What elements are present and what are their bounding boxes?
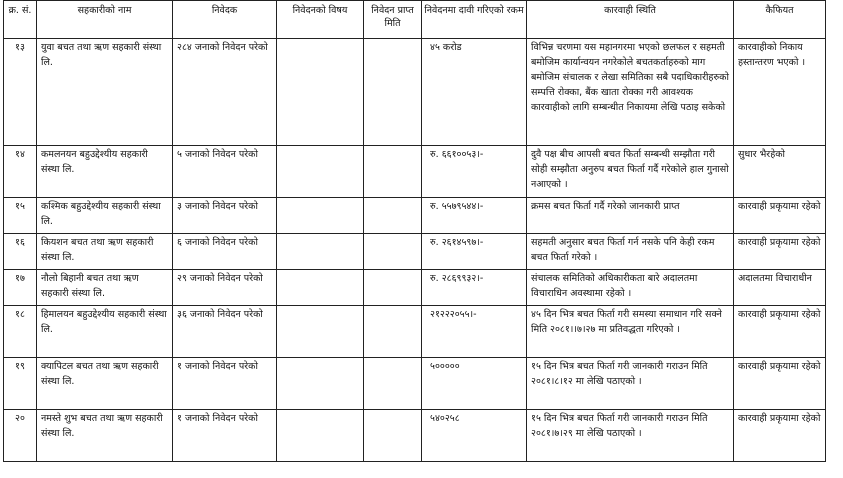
cell-subject [277, 358, 364, 410]
cell-action-status: संचालक समितिको अधिकारीकता बारे अदालतमा विचाराधिन अवस्थामा रहेको । [527, 270, 734, 306]
cell-sn: २० [4, 410, 37, 462]
cell-claim-amount: रु. ५५७९५४४।- [422, 198, 527, 234]
cell-sn: १५ [4, 198, 37, 234]
cell-cooperative-name: नौलो बिहानी बचत तथा ऋण सहकारी संस्था लि. [37, 270, 173, 306]
cell-applicant: २९ जनाको निवेदन परेको [173, 270, 277, 306]
cell-claim-amount: ४५ करोड [422, 39, 527, 146]
cell-applicant: ५ जनाको निवेदन परेको [173, 146, 277, 198]
header-action-status: कारवाही स्थिति [527, 1, 734, 39]
cell-received-date [364, 198, 422, 234]
cell-subject [277, 39, 364, 146]
cell-subject [277, 270, 364, 306]
table-row [4, 39, 826, 146]
cell-applicant: ६ जनाको निवेदन परेको [173, 234, 277, 270]
cell-action-status: सहमती अनुसार बचत फिर्ता गर्न नसके पनि केही रकम बचत फिर्ता गरेको । [527, 234, 734, 270]
cell-subject [277, 146, 364, 198]
cell-received-date [364, 270, 422, 306]
table-row [4, 198, 826, 234]
cell-action-status: १५ दिन भित्र बचत फिर्ता गरी जानकारी गराउन मिति २०८१।७।२९ मा लेखि पठाएको । [527, 410, 734, 462]
table-row [4, 306, 826, 358]
cell-cooperative-name: युवा बचत तथा ऋण सहकारी संस्था लि. [37, 39, 173, 146]
cell-received-date [364, 358, 422, 410]
header-received-date: निवेदन प्राप्त मिति [364, 1, 422, 39]
cell-remarks: सुधार भैरहेको [734, 146, 826, 198]
table-row [4, 146, 826, 198]
table-row [4, 358, 826, 410]
cell-claim-amount: रु. २६१४५९७।- [422, 234, 527, 270]
cell-received-date [364, 146, 422, 198]
cell-cooperative-name: नमस्ते शुभ बचत तथा ऋण सहकारी संस्था लि. [37, 410, 173, 462]
cell-remarks: अदालतमा विचाराधीन [734, 270, 826, 306]
header-claim-amount: निवेदनमा दावी गरिएको रकम [422, 1, 527, 39]
cell-cooperative-name: कमलनयन बहुउद्देश्यीय सहकारी संस्था लि. [37, 146, 173, 198]
cell-action-status: क्रमस बचत फिर्ता गर्दै गरेको जानकारी प्राप्त [527, 198, 734, 234]
header-subject: निवेदनको विषय [277, 1, 364, 39]
header-remarks: कैफियत [734, 1, 826, 39]
cell-applicant: १ जनाको निवेदन परेको [173, 410, 277, 462]
cell-received-date [364, 234, 422, 270]
cell-claim-amount: २१२२२०५५।- [422, 306, 527, 358]
cell-subject [277, 410, 364, 462]
cell-received-date [364, 410, 422, 462]
header-applicant: निवेदक [173, 1, 277, 39]
cell-action-status: ४५ दिन भित्र बचत फिर्ता गरी समस्या समाधान गरि सक्ने मिति २०८१।।७।२७ मा प्रतिवद्धता गरिएको । [527, 306, 734, 358]
cell-sn: १४ [4, 146, 37, 198]
cell-applicant: १ जनाको निवेदन परेको [173, 358, 277, 410]
cell-cooperative-name: कश्मिक बहुउद्देश्यीय सहकारी संस्था लि. [37, 198, 173, 234]
cell-claim-amount: रु. २८६९९३२।- [422, 270, 527, 306]
cell-sn: १७ [4, 270, 37, 306]
cell-cooperative-name: हिमालयन बहुउद्देश्यीय सहकारी संस्था लि. [37, 306, 173, 358]
table-row [4, 410, 826, 462]
cell-cooperative-name: क्यापिटल बचत तथा ऋण सहकारी संस्था लि. [37, 358, 173, 410]
cell-claim-amount: रु. ६६१००५३।- [422, 146, 527, 198]
cell-received-date [364, 39, 422, 146]
cell-sn: १८ [4, 306, 37, 358]
cell-claim-amount: ५४०२५८ [422, 410, 527, 462]
table-row [4, 234, 826, 270]
cell-applicant: ३ जनाको निवेदन परेको [173, 198, 277, 234]
cell-action-status: १५ दिन भित्र बचत फिर्ता गरी जानकारी गराउन मिति २०८१।८।१२ मा लेखि पठाएको । [527, 358, 734, 410]
header-sn: क्र. सं. [4, 1, 37, 39]
cell-remarks: कारवाहीको निकाय हस्तान्तरण भएको । [734, 39, 826, 146]
cell-remarks: कारवाही प्रकृयामा रहेको [734, 306, 826, 358]
complaints-table [3, 0, 826, 462]
cell-remarks: कारवाही प्रकृयामा रहेको [734, 410, 826, 462]
cell-action-status: दुवै पक्ष बीच आपसी बचत फिर्ता सम्बन्धी सम्झौता गरी सोही सम्झौता अनुरुप बचत फिर्ता गर्दै गरेकोले हाल गुनासो नआएको । [527, 146, 734, 198]
cell-subject [277, 306, 364, 358]
header-cooperative-name: सहकारीको नाम [37, 1, 173, 39]
cell-cooperative-name: कियशन बचत तथा ऋण सहकारी संस्था लि. [37, 234, 173, 270]
cell-subject [277, 234, 364, 270]
cell-applicant: २८४ जनाको निवेदन परेको [173, 39, 277, 146]
cell-received-date [364, 306, 422, 358]
cell-remarks: कारवाही प्रकृयामा रहेको [734, 234, 826, 270]
cell-sn: १६ [4, 234, 37, 270]
cell-claim-amount: ५००००० [422, 358, 527, 410]
cell-remarks: कारवाही प्रकृयामा रहेको [734, 358, 826, 410]
cell-sn: १३ [4, 39, 37, 146]
table-row [4, 270, 826, 306]
cell-remarks: कारवाही प्रकृयामा रहेको [734, 198, 826, 234]
cell-subject [277, 198, 364, 234]
cell-sn: १९ [4, 358, 37, 410]
header-row [4, 1, 826, 39]
cell-applicant: ३६ जनाको निवेदन परेको [173, 306, 277, 358]
cell-action-status: विभिन्न चरणमा यस महानगरमा भएको छलफल र सहमती बमोजिम कार्यान्वयन नगरेकोले बचतकर्ताहरुको माग बमोजिम संचालक र लेखा समितिका सबै पदाधिकारीहरुको सम्पत्ति रोक्का, बैंक खाता रोक्का गरी आवश्यक कारवाहीको लागि सम्बन्धीत निकायमा लेखि पठाइ सकेको [527, 39, 734, 146]
